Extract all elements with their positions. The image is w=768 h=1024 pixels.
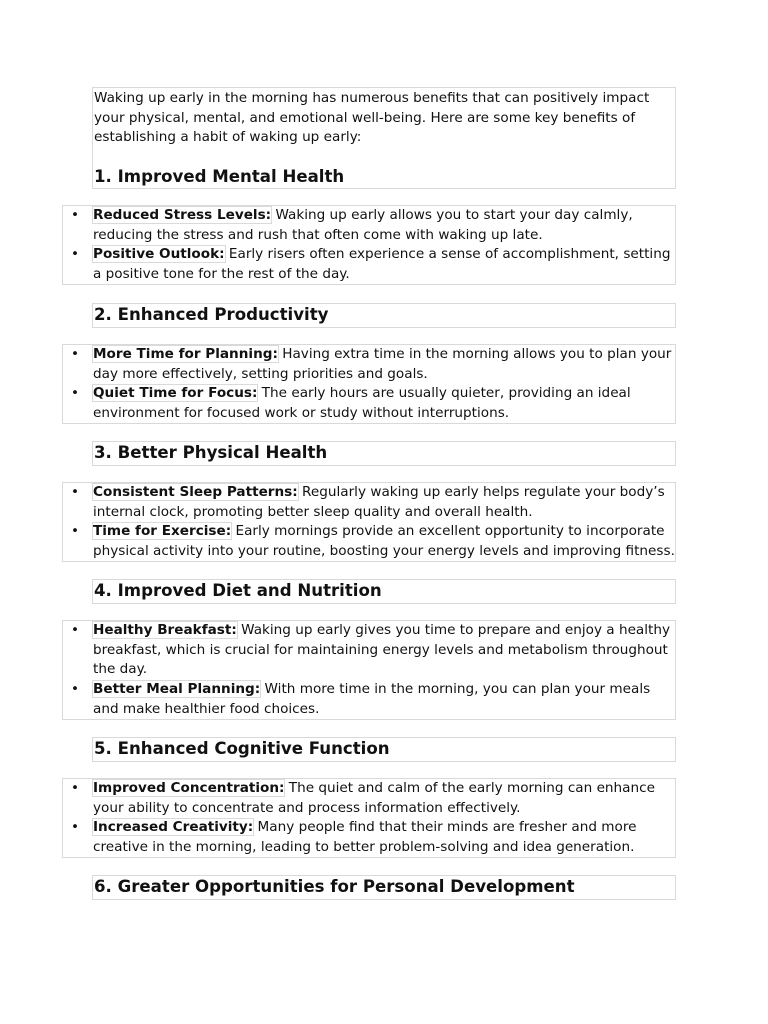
item-term: Increased Creativity: <box>93 819 254 836</box>
list-item <box>63 621 675 680</box>
benefit-list <box>62 205 676 285</box>
benefit-list <box>62 778 676 858</box>
bullet-icon: • <box>70 246 80 263</box>
bullet-icon: • <box>70 622 80 638</box>
item-text: Early risers often experience a sense of accomplishment, setting a positive tone for the rest of the day. <box>93 246 671 283</box>
item-term: More Time for Planning: <box>93 346 278 362</box>
heading-block <box>92 875 676 900</box>
item-text: Many people find that their minds are fresher and more creative in the morning, leading to better problem-solving and idea generation. <box>93 819 637 856</box>
list-item <box>63 779 675 818</box>
list-item <box>63 818 675 857</box>
intro-block <box>92 87 676 189</box>
item-text: Early mornings provide an excellent opportunity to incorporate physical activity into your routine, boosting your energy levels and improving fitness. <box>93 523 675 560</box>
bullet-icon: • <box>70 681 80 698</box>
benefit-list <box>62 482 676 562</box>
list-item <box>63 483 675 522</box>
bullet-icon: • <box>70 346 80 362</box>
section-heading: 6. Greater Opportunities for Personal Development <box>94 877 575 896</box>
list-item <box>63 522 675 561</box>
item-term: Healthy Breakfast: <box>93 622 237 638</box>
bullet-icon: • <box>70 484 80 500</box>
section-heading: 2. Enhanced Productivity <box>94 305 329 324</box>
heading-block <box>92 737 676 762</box>
item-term: Time for Exercise: <box>93 523 232 540</box>
heading-block <box>92 441 676 466</box>
list-item <box>63 245 675 284</box>
item-term: Better Meal Planning: <box>93 681 261 698</box>
benefit-list <box>62 344 676 424</box>
list-item <box>63 680 675 719</box>
bullet-icon: • <box>70 207 80 223</box>
bullet-icon: • <box>70 523 80 540</box>
list-item <box>63 206 675 245</box>
item-text: The quiet and calm of the early morning can enhance your ability to concentrate and process information effectively. <box>93 780 655 816</box>
bullet-icon: • <box>70 780 80 796</box>
intro-paragraph: Waking up early in the morning has numerous benefits that can positively impact your physical, mental, and emotional well-being. Here are some key benefits of establishing a habit of waking up early: <box>94 90 650 146</box>
item-term: Positive Outlook: <box>93 246 225 263</box>
section-heading: 5. Enhanced Cognitive Function <box>94 739 390 758</box>
heading-block <box>92 579 676 604</box>
list-item <box>63 384 675 423</box>
bullet-icon: • <box>70 819 80 836</box>
list-item <box>63 345 675 384</box>
item-text: Regularly waking up early helps regulate your body’s internal clock, promoting better sleep quality and overall health. <box>93 484 665 520</box>
item-text: The early hours are usually quieter, providing an ideal environment for focused work or study without interruptions. <box>93 385 631 422</box>
benefit-list <box>62 620 676 720</box>
bullet-icon: • <box>70 385 80 402</box>
item-text: With more time in the morning, you can plan your meals and make healthier food choices. <box>93 681 651 717</box>
item-text: Having extra time in the morning allows you to plan your day more effectively, setting priorities and goals. <box>93 346 672 382</box>
item-term: Improved Concentration: <box>93 780 285 796</box>
section-heading: 3. Better Physical Health <box>94 443 328 462</box>
item-text: Waking up early gives you time to prepare and enjoy a healthy breakfast, which is crucial for maintaining energy levels and metabolism throughout the day. <box>93 622 671 678</box>
section-heading: 4. Improved Diet and Nutrition <box>94 581 382 600</box>
section-heading: 1. Improved Mental Health <box>94 167 345 186</box>
item-term: Reduced Stress Levels: <box>93 207 272 223</box>
item-text: Waking up early allows you to start your day calmly, reducing the stress and rush that often come with waking up late. <box>93 207 633 243</box>
item-term: Quiet Time for Focus: <box>93 385 258 402</box>
heading-block <box>92 303 676 328</box>
item-term: Consistent Sleep Patterns: <box>93 484 298 500</box>
